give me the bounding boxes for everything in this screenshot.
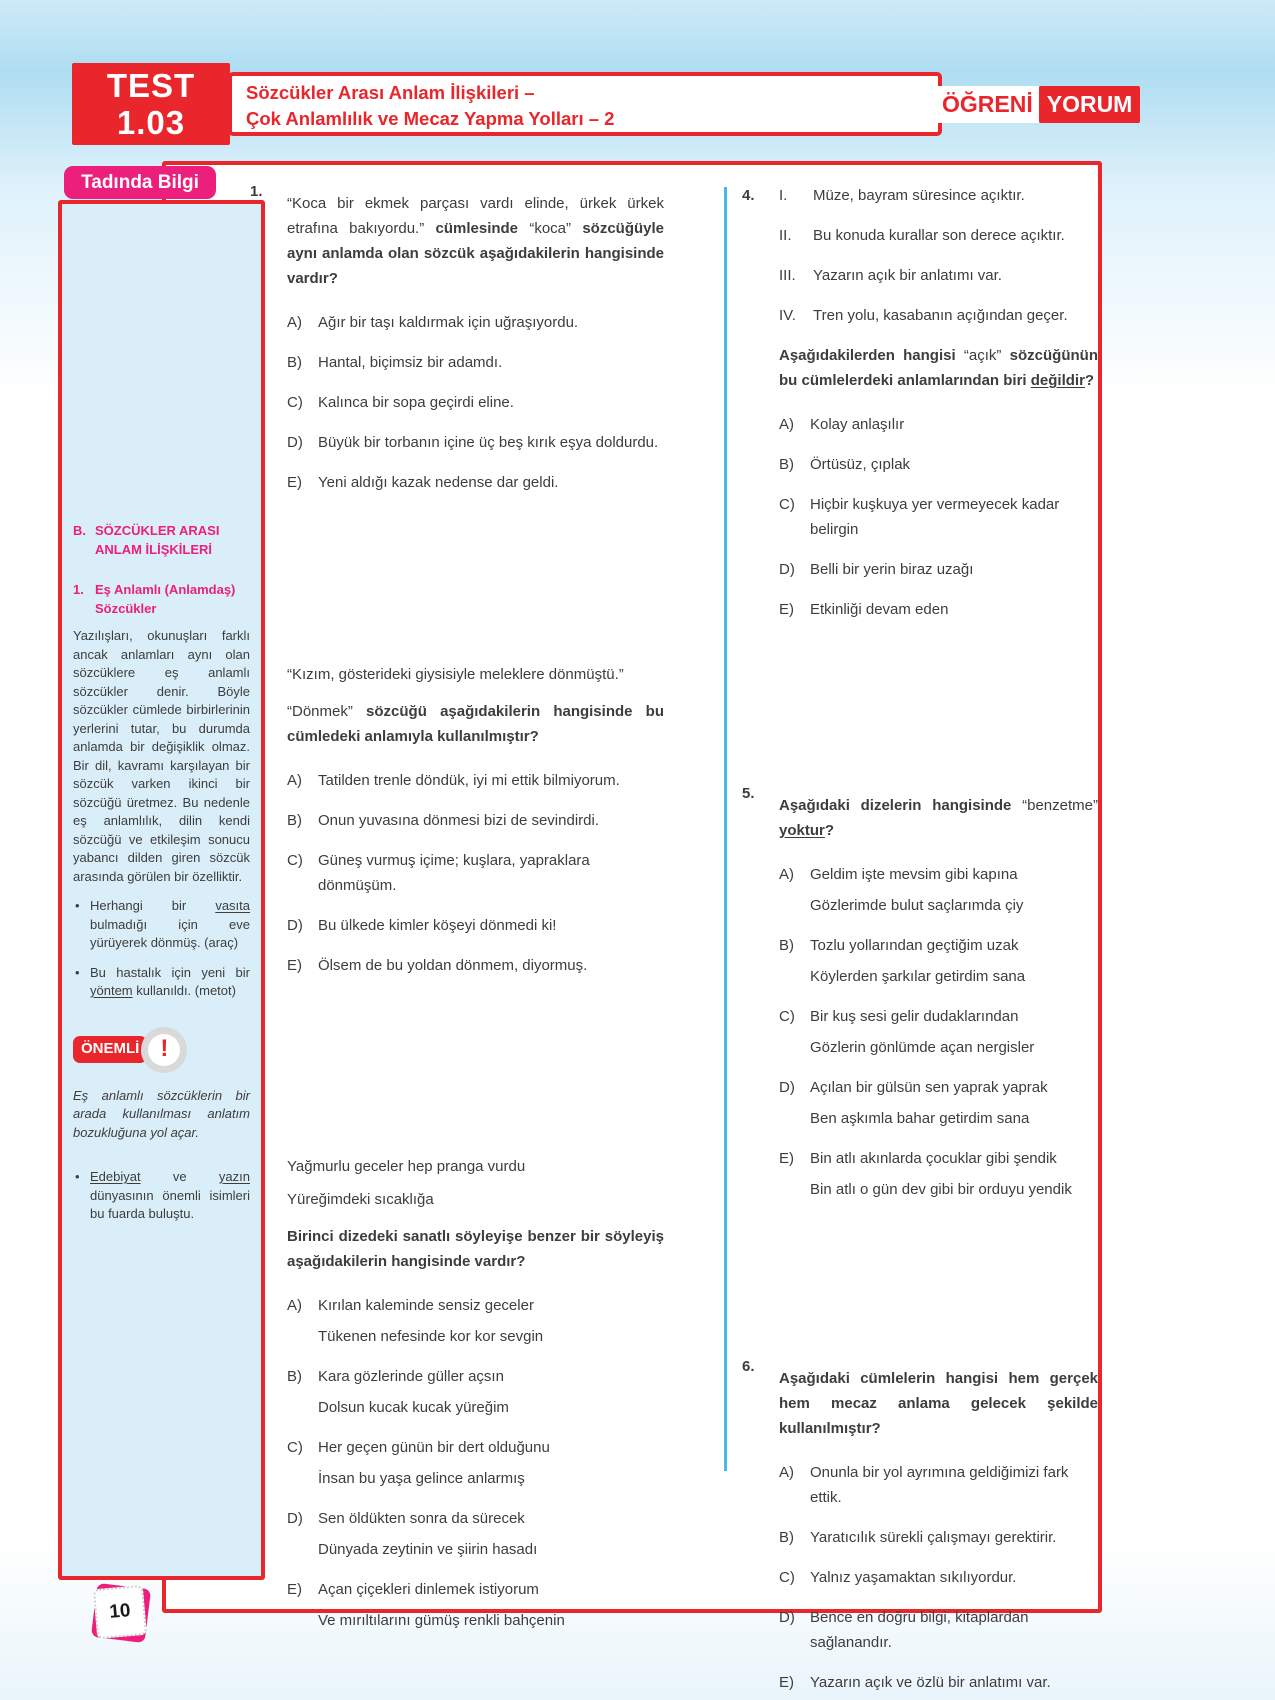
option-text	[318, 953, 664, 978]
option-row	[287, 913, 664, 938]
text-segment: cümlesinde	[435, 220, 530, 237]
brand-logo	[936, 86, 1140, 123]
bullet-icon: •	[75, 964, 80, 980]
option-label: D)	[779, 1079, 795, 1096]
bullet-text	[90, 964, 250, 1001]
text-segment: kullanıldı. (metot)	[132, 983, 236, 998]
text-segment: “koca”	[529, 220, 583, 237]
question-number: 5.	[742, 785, 755, 802]
option-label: A)	[779, 1464, 794, 1481]
page-number-badge	[94, 1586, 148, 1640]
option-line: Belli bir yerin biraz uzağı	[810, 561, 974, 578]
option-label: E)	[779, 1150, 794, 1167]
option-text	[810, 1525, 1098, 1550]
option-row	[779, 412, 1098, 437]
option-row	[779, 557, 1098, 582]
info-badge: Tadında Bilgi	[64, 166, 216, 199]
text-segment: “benzetme”	[1022, 797, 1098, 814]
option-row	[779, 862, 1098, 918]
option-label: A)	[287, 1297, 302, 1314]
bullet-icon: •	[75, 898, 80, 913]
question-1	[250, 179, 664, 495]
question-stem	[779, 793, 1098, 843]
text-segment: Birinci dizedeki sanatlı söyleyişe benzer bir söyleyiş aşağıdakilerin hangisinde vardır?	[287, 1228, 664, 1270]
option-line: Yaratıcılık sürekli çalışmayı gerektirir.	[810, 1529, 1057, 1546]
text-segment: bulmadığı için eve yürüyerek dönmüş. (araç)	[90, 916, 250, 950]
item-label: IV.	[779, 307, 796, 324]
option-label: C)	[287, 852, 303, 869]
option-line: Bir kuş sesi gelir dudaklarından	[810, 1008, 1019, 1025]
option-text	[318, 310, 664, 335]
text-segment: ?	[824, 822, 835, 839]
text-segment: yoktur	[779, 822, 825, 839]
text-segment: Herhangi bir	[90, 898, 216, 913]
option-row	[779, 1525, 1098, 1550]
option-label: E)	[287, 957, 302, 974]
option-label: A)	[287, 772, 302, 789]
question-number: 6.	[742, 1358, 755, 1375]
option-line: Gözlerimde bulut saçlarımda çiy	[810, 897, 1024, 914]
item-label: I.	[779, 187, 788, 204]
option-label: D)	[779, 561, 795, 578]
text-segment: vasıta	[215, 898, 250, 913]
question-body	[779, 183, 1098, 622]
question-3	[250, 1154, 664, 1633]
text-segment: değildir	[1030, 372, 1085, 389]
option-row	[287, 1506, 664, 1562]
option-label: A)	[287, 314, 302, 331]
option-line: Geldim işte mevsim gibi kapına	[810, 866, 1018, 883]
bullet-text	[90, 897, 250, 953]
sidebar-bullet-list-2	[73, 1168, 250, 1224]
option-text	[810, 1146, 1098, 1202]
important-badge	[73, 1027, 250, 1073]
option-row	[287, 953, 664, 978]
bullet-icon: •	[75, 1169, 80, 1184]
sidebar-bullet-list	[73, 897, 250, 1001]
text-segment: “Dönmek”	[287, 703, 367, 720]
option-row	[779, 1460, 1098, 1510]
option-line: Kalınca bir sopa geçirdi eline.	[318, 394, 514, 411]
option-text	[318, 808, 664, 833]
question-stem	[779, 1366, 1098, 1441]
sidebar-bullet	[73, 1168, 250, 1224]
option-text	[318, 390, 664, 415]
option-label: E)	[287, 474, 302, 491]
option-line: İnsan bu yaşa gelince anlarmış	[318, 1470, 525, 1487]
option-label: C)	[287, 394, 303, 411]
option-text	[810, 492, 1098, 542]
question-number: 4.	[742, 187, 755, 204]
text-segment: “Koca bir ekmek parçası vardı elinde, ürkek ürkek etrafına bakıyordu.”	[287, 195, 664, 237]
option-text	[810, 452, 1098, 477]
option-text	[810, 1565, 1098, 1590]
text-segment: Aşağıdaki cümlelerin hangisi hem gerçek hem mecaz anlama gelecek şekilde kullanılmıştır?	[779, 1370, 1098, 1437]
option-text	[318, 1364, 664, 1420]
question-2	[250, 662, 664, 978]
option-row	[287, 1577, 664, 1633]
option-label: B)	[287, 1368, 302, 1385]
option-text	[318, 1577, 664, 1633]
option-line: Güneş vurmuş içime; kuşlara, yapraklara dönmüşüm.	[318, 852, 590, 894]
numbered-item	[779, 263, 1098, 288]
question-stem	[779, 343, 1098, 393]
option-line: Hantal, biçimsiz bir adamdı.	[318, 354, 503, 371]
text-segment: sözcüğünün bu cümlelerdeki anlamlarından biri	[779, 347, 1098, 389]
text-segment: Aşağıdakilerden hangisi	[779, 347, 964, 364]
sidebar-heading	[73, 522, 250, 559]
item-text: Tren yolu, kasabanın açığından geçer.	[813, 307, 1068, 324]
option-row	[779, 452, 1098, 477]
option-row	[779, 1605, 1098, 1655]
option-line: Yazarın açık ve özlü bir anlatımı var.	[810, 1674, 1051, 1691]
text-segment: yöntem	[90, 983, 133, 998]
question-body	[287, 191, 664, 495]
test-number: 1.03	[116, 104, 186, 141]
title-line-2: Çok Anlamlılık ve Mecaz Yapma Yolları – 2	[246, 108, 615, 129]
text-segment: yazın	[218, 1169, 250, 1184]
option-text	[318, 1506, 664, 1562]
sidebar-subheading	[73, 581, 250, 618]
option-line: Tatilden trenle döndük, iyi mi ettik bilmiyorum.	[318, 772, 620, 789]
test-label: TEST	[106, 67, 196, 104]
option-row	[287, 350, 664, 375]
item-label: III.	[779, 267, 796, 284]
option-line: Ve mırıltılarını gümüş renkli bahçenin	[318, 1612, 565, 1629]
question-panel	[162, 161, 1102, 1691]
item-text: Müze, bayram süresince açıktır.	[813, 187, 1025, 204]
option-row	[287, 430, 664, 455]
option-text	[318, 1435, 664, 1491]
question-4	[742, 183, 1098, 622]
option-text	[810, 597, 1098, 622]
option-text	[810, 1605, 1098, 1655]
text-segment: sözcüğüyle aynı anlamda olan sözcük aşağıdakilerin hangisinde vardır?	[287, 220, 664, 287]
option-label: E)	[779, 601, 794, 618]
option-text	[810, 557, 1098, 582]
option-label: D)	[779, 1609, 795, 1626]
numbered-item	[779, 303, 1098, 328]
option-line: Her geçen günün bir dert olduğunu	[318, 1439, 550, 1456]
item-text: Bu konuda kurallar son derece açıktır.	[813, 227, 1065, 244]
question-body	[779, 1366, 1098, 1695]
option-row	[287, 848, 664, 898]
question-body	[287, 1154, 664, 1633]
option-line: Ben aşkımla bahar getirdim sana	[810, 1110, 1030, 1127]
question-body	[779, 793, 1098, 1202]
option-label: A)	[779, 866, 794, 883]
sidebar-content	[62, 204, 261, 1224]
option-line: Kırılan kaleminde sensiz geceler	[318, 1297, 534, 1314]
question-6	[742, 1354, 1098, 1695]
question-intro-line: Yüreğimdeki sıcaklığa	[287, 1191, 434, 1208]
sidebar-paragraph: Yazılışları, okunuşları farklı ancak anlamları aynı olan sözcüklere eş anlamlı sözcükler denir. Böyle sözcükler cümlede birbirlerinin yerlerini tutar, bu durumda anlamda bir değişiklik olmaz. Bir dil, kavramı karşılayan bir sözcük varken ikinci bir sözcüğü üretmez. Bu nedenle eş anlamlılık, dilin kendi sözcüğü ve etkileşim sonucu yabancı dilden giren sözcük arasında görülen bir özelliktir.	[73, 628, 250, 884]
brand-left: ÖĞRENİ	[936, 86, 1039, 123]
option-row	[779, 1146, 1098, 1202]
option-text	[810, 862, 1098, 918]
question-body	[287, 662, 664, 978]
option-line: Sen öldükten sonra da sürecek	[318, 1510, 525, 1527]
important-label: ÖNEMLİ	[73, 1036, 147, 1063]
option-row	[779, 492, 1098, 542]
option-line: Açılan bir gülsün sen yaprak yaprak	[810, 1079, 1048, 1096]
text-segment: ?	[1084, 372, 1095, 389]
title-line-1: Sözcükler Arası Anlam İlişkileri –	[246, 82, 535, 103]
option-row	[287, 1364, 664, 1420]
text-segment: “açık”	[963, 347, 1010, 364]
brand-right: YORUM	[1039, 86, 1141, 123]
option-row	[287, 310, 664, 335]
option-line: Tükenen nefesinde kor kor sevgin	[318, 1328, 544, 1345]
option-label: A)	[779, 416, 794, 433]
option-label: D)	[287, 434, 303, 451]
option-label: B)	[779, 937, 794, 954]
text-segment: Bu hastalık için yeni bir	[90, 964, 250, 980]
option-row	[779, 597, 1098, 622]
option-text	[318, 350, 664, 375]
question-intro-line: Yağmurlu geceler hep pranga vurdu	[287, 1158, 526, 1175]
option-line: Tozlu yollarından geçtiğim uzak	[810, 937, 1019, 954]
option-label: C)	[779, 1008, 795, 1025]
option-label: D)	[287, 1510, 303, 1527]
option-line: Kolay anlaşılır	[810, 416, 905, 433]
text-segment: sözcüğü aşağıdakilerin hangisinde bu cümledeki anlamıyla kullanılmıştır?	[287, 703, 665, 745]
option-row	[287, 470, 664, 495]
option-text	[318, 1293, 664, 1349]
option-line: Açan çiçekleri dinlemek istiyorum	[318, 1581, 539, 1598]
option-text	[810, 1670, 1098, 1695]
option-label: E)	[287, 1581, 302, 1598]
text-segment: dünyasının önemli isimleri bu fuarda buluştu.	[90, 1187, 250, 1221]
numbered-item	[779, 223, 1098, 248]
sidebar-bullet	[73, 964, 250, 1001]
text-segment: ve	[140, 1169, 219, 1184]
heading-letter: B.	[73, 523, 86, 538]
option-row	[779, 933, 1098, 989]
sidebar-bullet	[73, 897, 250, 953]
option-label: B)	[779, 456, 794, 473]
option-text	[810, 933, 1098, 989]
text-segment: Aşağıdaki dizelerin hangisinde	[779, 797, 1023, 814]
option-line: Bin atlı o gün dev gibi bir orduyu yendik	[810, 1181, 1072, 1198]
option-row	[779, 1670, 1098, 1695]
option-row	[287, 390, 664, 415]
subheading-number: 1.	[73, 582, 84, 597]
option-label: C)	[287, 1439, 303, 1456]
option-line: Onun yuvasına dönmesi bizi de sevindirdi.	[318, 812, 599, 829]
numbered-item	[779, 183, 1098, 208]
question-stem	[287, 699, 664, 749]
option-row	[287, 1435, 664, 1491]
column-divider	[724, 187, 727, 1471]
page-number: 10	[93, 1585, 147, 1639]
option-label: E)	[779, 1674, 794, 1691]
important-note: Eş anlamlı sözcüklerin bir arada kullanılması anlatım bozukluğuna yol açar.	[73, 1087, 250, 1140]
option-line: Dolsun kucak kucak yüreğim	[318, 1399, 509, 1416]
option-row	[779, 1004, 1098, 1060]
option-line: Gözlerin gönlümde açan nergisler	[810, 1039, 1035, 1056]
option-line: Köylerden şarkılar getirdim sana	[810, 968, 1026, 985]
option-text	[810, 1004, 1098, 1060]
option-text	[318, 848, 664, 898]
option-line: Etkinliği devam eden	[810, 601, 949, 618]
option-line: Bence en doğru bilgi, kitaplardan sağlanandır.	[810, 1609, 1029, 1651]
option-line: Ölsem de bu yoldan dönmem, diyormuş.	[318, 957, 588, 974]
page-title	[228, 72, 942, 136]
option-label: D)	[287, 917, 303, 934]
option-text	[318, 470, 664, 495]
option-line: Bin atlı akınlarda çocuklar gibi şendik	[810, 1150, 1057, 1167]
text-segment: Edebiyat	[90, 1169, 141, 1184]
option-label: B)	[287, 812, 302, 829]
option-text	[810, 412, 1098, 437]
option-row	[779, 1075, 1098, 1131]
option-label: C)	[779, 496, 795, 513]
question-intro-line: “Kızım, gösterideki giysisiyle meleklere dönmüştü.”	[287, 666, 624, 683]
option-label: B)	[779, 1529, 794, 1546]
question-number: 1.	[250, 183, 263, 200]
option-text	[810, 1075, 1098, 1131]
option-text	[318, 768, 664, 793]
item-text: Yazarın açık bir anlatımı var.	[813, 267, 1002, 284]
option-label: B)	[287, 354, 302, 371]
option-line: Dünyada zeytinin ve şiirin hasadı	[318, 1541, 538, 1558]
exclamation-icon: !	[141, 1027, 187, 1073]
option-line: Yeni aldığı kazak nedense dar geldi.	[318, 474, 559, 491]
option-row	[779, 1565, 1098, 1590]
option-row	[287, 808, 664, 833]
option-line: Ağır bir taşı kaldırmak için uğraşıyordu.	[318, 314, 579, 331]
option-line: Bu ülkede kimler köşeyi dönmedi ki!	[318, 917, 557, 934]
option-row	[287, 1293, 664, 1349]
option-line: Onunla bir yol ayrımına geldiğimizi fark ettik.	[810, 1464, 1069, 1506]
option-text	[318, 913, 664, 938]
option-line: Büyük bir torbanın içine üç beş kırık eşya doldurdu.	[318, 434, 659, 451]
option-text	[318, 430, 664, 455]
option-line: Örtüsüz, çıplak	[810, 456, 911, 473]
info-sidebar	[58, 200, 265, 1580]
option-line: Hiçbir kuşkuya yer vermeyecek kadar belirgin	[810, 496, 1060, 538]
option-text	[810, 1460, 1098, 1510]
question-stem	[287, 191, 664, 291]
option-label: C)	[779, 1569, 795, 1586]
option-row	[287, 768, 664, 793]
bullet-text	[90, 1168, 250, 1224]
item-label: II.	[779, 227, 792, 244]
test-badge	[72, 63, 230, 145]
subheading-text: Eş Anlamlı (Anlamdaş) Sözcükler	[95, 582, 236, 616]
question-stem	[287, 1224, 664, 1274]
heading-text: SÖZCÜKLER ARASI ANLAM İLİŞKİLERİ	[95, 523, 220, 557]
option-line: Yalnız yaşamaktan sıkılıyordur.	[810, 1569, 1017, 1586]
option-line: Kara gözlerinde güller açsın	[318, 1368, 504, 1385]
question-5	[742, 781, 1098, 1202]
